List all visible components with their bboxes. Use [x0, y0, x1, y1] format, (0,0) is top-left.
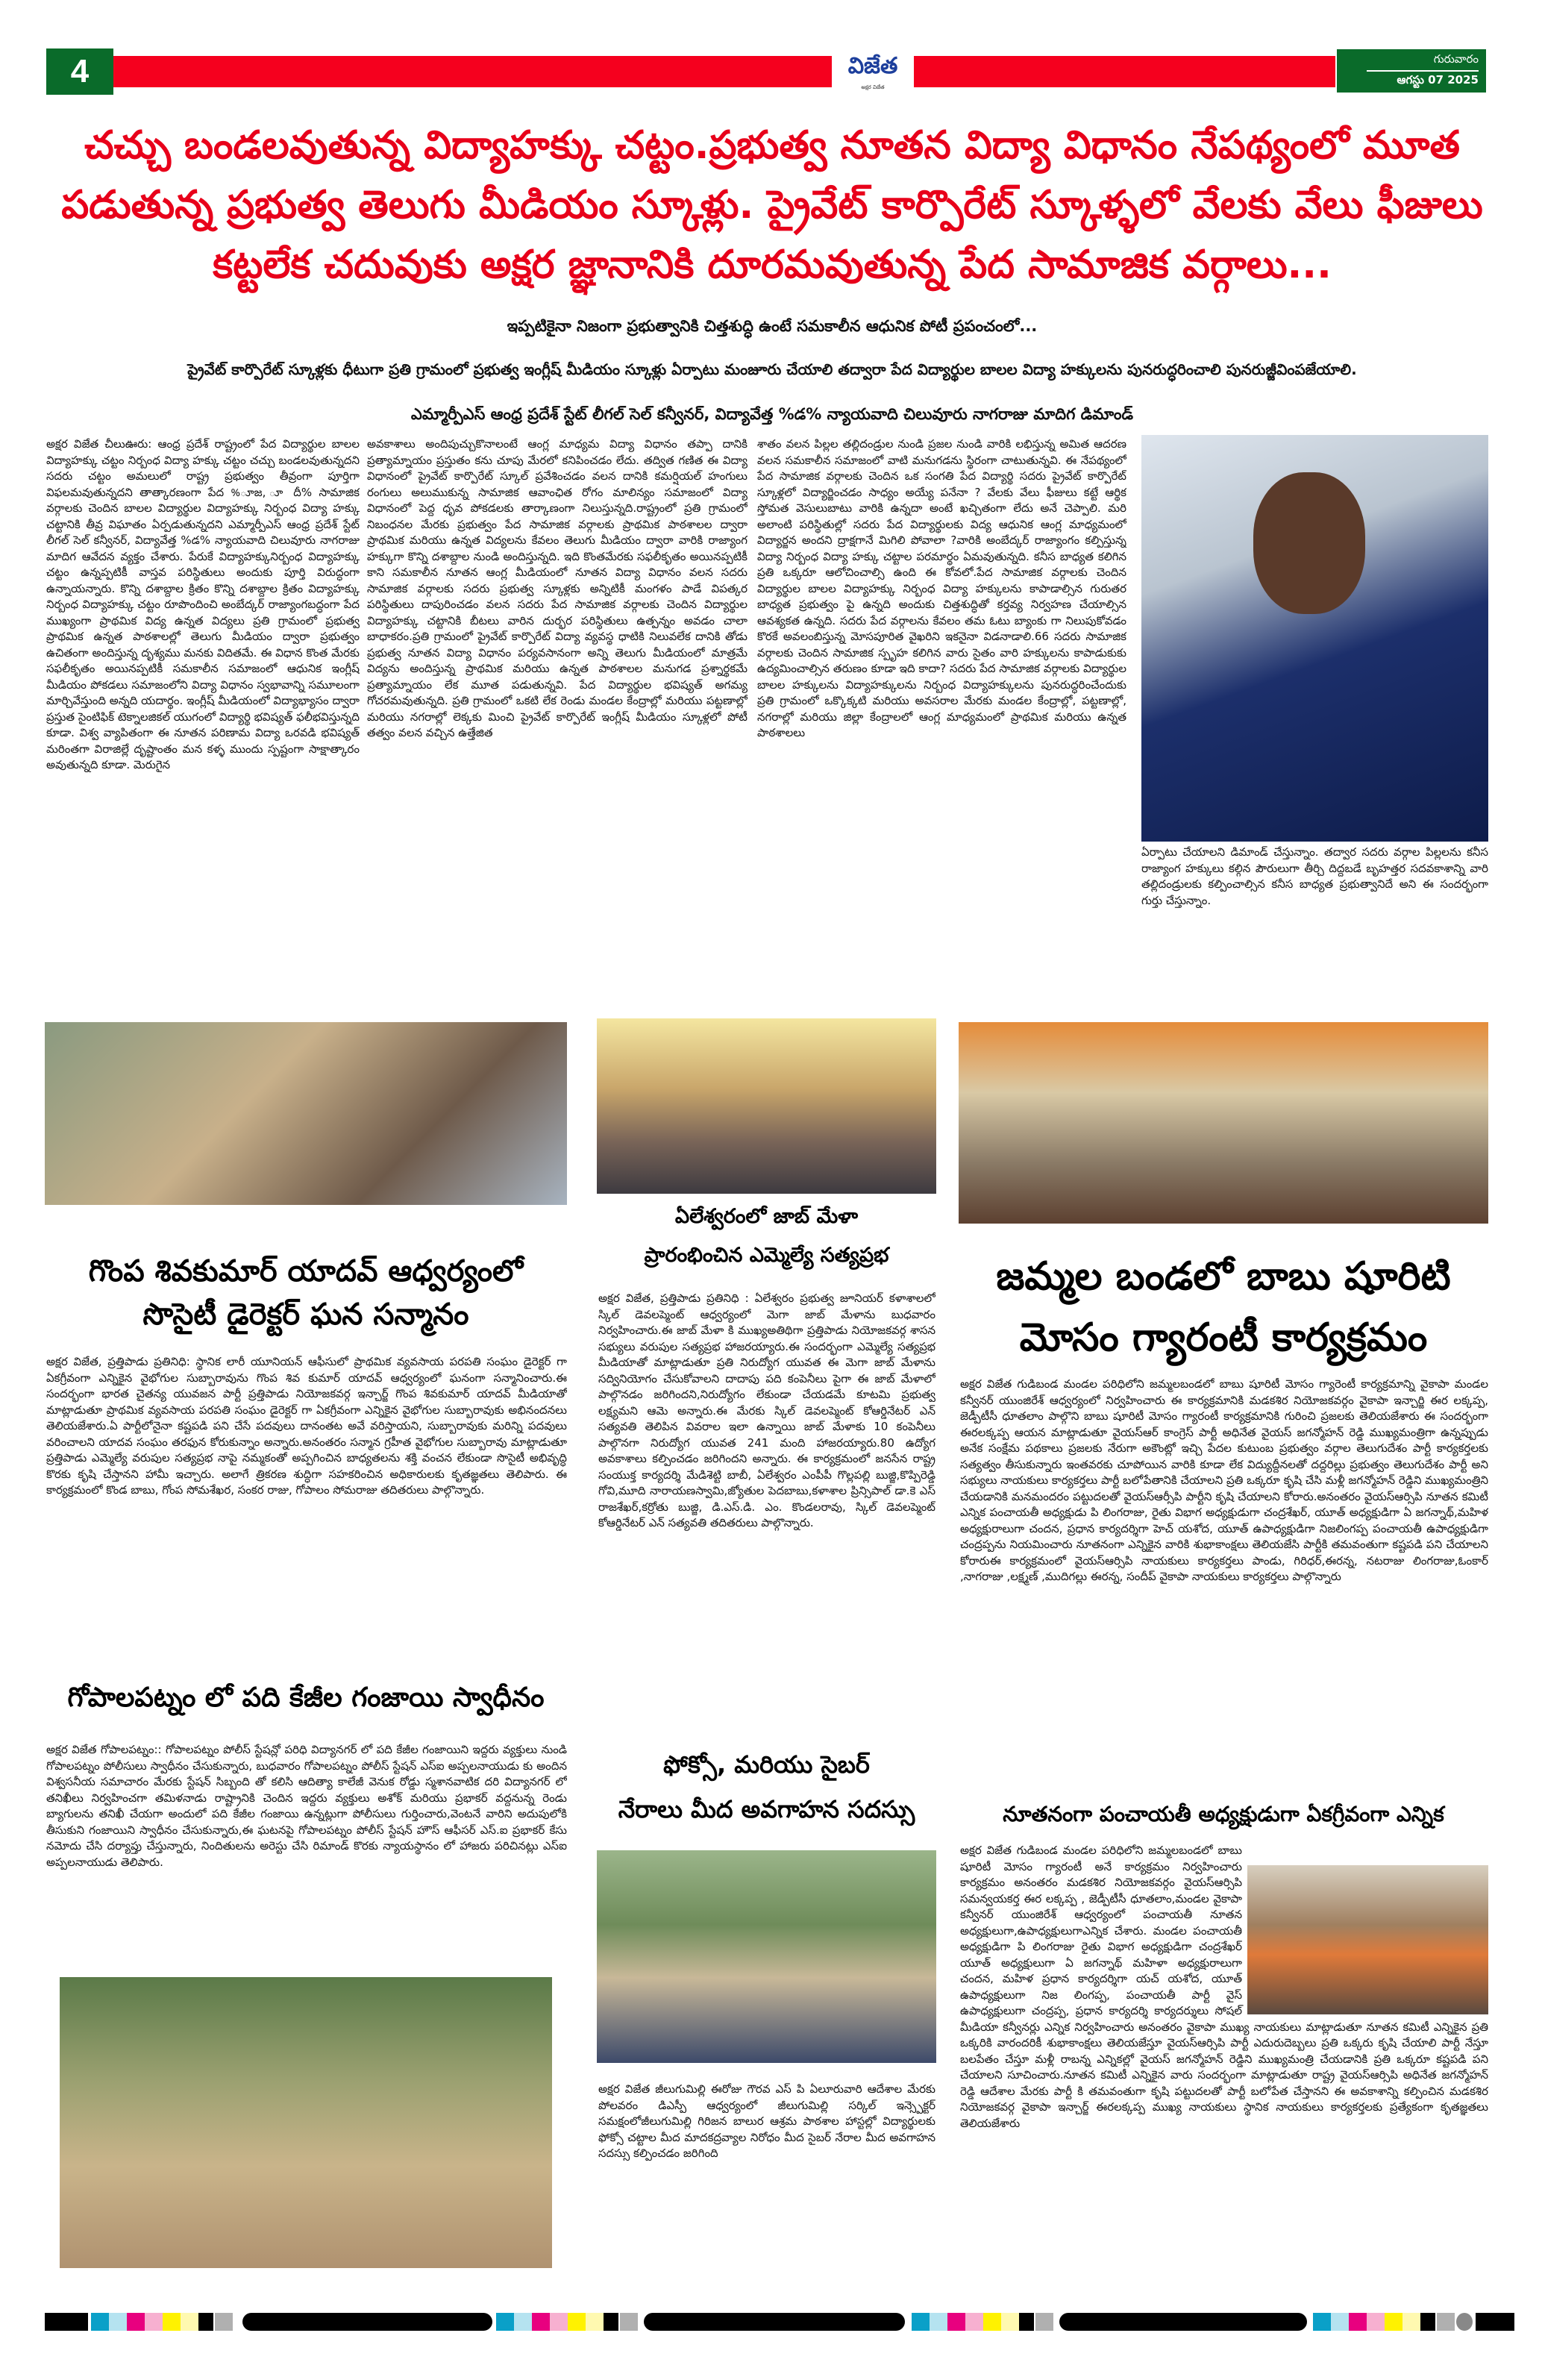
portrait-caption: ఏర్పాటు చేయాలని డిమాండ్ చేస్తున్నాం. తద్వార సదరు వర్గాల పిల్లలను కనీస రాజ్యాంగ హక్కులు కల్గిన పౌరులుగా తీర్చి దిద్దబడే బృహత్తర సదవకాశాన్ని వారి తల్లిదండ్రులకు కల్పించాల్సిన కనీస బాధ్యత ప్రభుత్వానిదే అని ఈ సందర్భంగా గుర్తు చేస్తున్నాం. — [1141, 845, 1488, 907]
ganja-seizure-photo — [60, 1977, 552, 2268]
headline-line: జమ్మల బండలో బాబు షూరిటి — [996, 1254, 1451, 1299]
lead-article-col-2: అవకాశాలు అందిపుచ్చుకొనాలంటే ఆంగ్ల మాధ్యమ విద్యా విధానం తప్పా దానికి ప్రత్యామ్నాయం ప్రస్తుతం కను చూపు మేరలో కనిపించడం లేదు. తద్విత గణిత ఈ విద్యా విధానంలో ప్రైవేట్ కార్పొరేట్ స్కూల్ ప్రవేశించడం వలన దానికి కమర్షియల్ హంగులు రంగులు అలుముకున్న సామాజిక ఆవాంఛిత రోగం మాలిన్యం సమాజంలో విద్యా విధానంలో పెద్ద ధృవ పోకడలకు తార్కాణంగా నిలుస్తున్నది.రాష్ట్రంలో ప్రతి గ్రామంలో నిబంధనల మేరకు ప్రభుత్వం పేద సామాజిక వర్గాలకు ప్రాథమిక పాఠశాలల ద్వారా ప్రాథమిక మరియు ఉన్నత విద్యలను కేవలం తెలుగు మీడియం ద్వారా వారికి రాజ్యాంగ హక్కుగా కొన్ని దశాబ్దాల నుండి అందిస్తున్నది. ఇది కొంతమేరకు సఫలీకృతం అయినప్పటికీ కాని సమకాలీన నూతన ఆంగ్ల మీడియంలో నూతన విద్యా విధానం వలన సదరు సామాజిక వర్గాలకు సదరు ప్రభుత్వ స్కూళ్లకు అన్నిటికీ మంగళం పాడే విపత్కర పరిస్థితులు దాపురించడం వలన సదరు పేద సామాజిక వర్గాలకు చెందిన విద్యార్థుల విద్యాహక్కు చట్టానికి బీటలు వారిన దుర్భర పరిస్థితులు ఉత్పన్నం అవడం చాలా బాధాకరం.ప్రతి గ్రామంలో ప్రైవేట్ కార్పొరేట్ విద్యా వ్యవస్థ ధాటికి నిలువలేక దానికి తోడు ప్రభుత్వ నూతన విద్యా విధానం పర్యవసానంగా అన్ని తెలుగు మీడియంలో మాత్రమే విద్యను అందిస్తున్న ప్రాథమిక మరియు ఉన్నత పాఠశాలల మనుగడ ప్రశ్నార్థకమే ప్రత్యామ్నాయం లేక మూత పడుతున్నవి. పేద విద్యార్థుల భవిష్యత్ అగమ్య గోచరమవుతున్నది. ప్రతి గ్రామంలో ఒకటి లేక రెండు మండల కేంద్రాల్లో మరియు పట్టణాల్లో మరియు నగరాల్లో లెక్కకు మించి ప్రైవేట్ కార్పొరేట్ ఇంగ్లీష్ మీడియం స్కూళ్లలో పోటీ తత్వం వలన వచ్చిన ఉత్తేజిత — [367, 437, 748, 739]
portrait-face — [1253, 472, 1365, 614]
headline-line: సొసైటీ డైరెక్టర్ ఘన సన్మానం — [142, 1297, 469, 1332]
headline-line: గొంప శివకుమార్ యాదవ్ ఆధ్వర్యంలో — [88, 1254, 524, 1288]
subhead-1: ఇప్పటికైనా నిజంగా ప్రభుత్వానికి చిత్తశుద్ధి ఉంటే సమకాలీన ఆధునిక పోటీ ప్రపంచంలో... — [507, 317, 1038, 335]
date-label: ఆగస్టు 07 2025 — [1397, 73, 1479, 87]
awareness-session-photo — [597, 1850, 936, 2063]
date-box — [1337, 49, 1486, 93]
newspaper-logo — [832, 46, 914, 98]
pocso-headline — [597, 1742, 936, 1832]
masthead-red-bar — [113, 56, 1335, 87]
subhead-2: ప్రైవేట్ కార్పొరేట్ స్కూళ్లకు ధీటుగా ప్రతి గ్రామంలో ప్రభుత్వ ఇంగ్లీష్ మీడియం స్కూళ్లు ఏర్పాటు మంజూరు చేయాలి తద్వారా పేద విద్యార్థుల బాలల విద్యా హక్కులను పునరుద్ధరించాలి పునరుజ్జీవింపజేయాలి. — [187, 360, 1357, 378]
headline-line: చచ్చు బండలవుతున్న విద్యాహక్కు చట్టం.ప్రభుత్వ నూతన విద్యా విధానం నేపథ్యంలో మూత — [84, 123, 1460, 168]
headline-line: ఫోక్సో, మరియు సైబర్ — [663, 1750, 870, 1779]
job-mela-photo — [597, 1018, 936, 1194]
gompa-article-body: అక్షర విజేత, ప్రత్తిపాడు ప్రతినిధి: స్థానిక లారీ యూనియన్ ఆఫీసులో ప్రాథమిక వ్యవసాయ పరపతి సంఘం డైరెక్టర్ గా ఏకగ్రీవంగా ఎన్నికైన వైభోగుల సుబ్బారావును గొంప శివ కుమార్ యాదవ్ ఆధ్వర్యంలో ఘనంగా సన్మానించారు.ఈ సందర్భంగా భారత చైతన్య యువజన పార్టీ ప్రత్తిపాడు నియోజకవర్గ ఇన్చార్జ్ గొంప శివకుమార్ యాదవ్ మీడియాతో మాట్లాడుతూ ప్రాథమిక వ్యవసాయ పరపతి సంఘం డైరెక్టర్ గా ఏకగ్రీవంగా ఎన్నికైన వైభోగుల సుబ్బారావుకు అభినందనలు తెలియజేశారు.ఏ పార్టీలోనైనా కష్టపడి పని చేసే పదవులు దానంతట అవే వరిస్తాయని, సుబ్బారావుకు మరిన్ని పదవులు వరించాలని యాదవ సంఘం తరఫున కోరుకున్నాం అన్నారు.అనంతరం సన్మాన గ్రహీత వైభోగుల సుబ్బారావు మాట్లాడుతూ ప్రత్తిపాడు ఎమ్మెల్యే వరుపుల సత్యప్రభ నాపై నమ్మకంతో అప్పగించిన బాధ్యతలను శక్తి వంచన లేకుండా సొసైటీ అభివృద్ధి కొరకు కృషి చేస్తానని హామీ ఇచ్చారు. అలాగే త్రికరణ శుద్ధిగా సహకరించిన అధికారులకు కృతజ్ఞతలు తెలిపారు. ఈ కార్యక్రమంలో కొండ బాబు, గోంప సోమశేఖర, సంకర రాజు, గోపాలం సోమరాజు తదితరులు పాల్గొన్నారు. — [46, 1355, 567, 1497]
logo-text: విజేత — [847, 53, 898, 79]
panchayat-headline: నూతనంగా పంచాయతీ అధ్యక్షుడుగా ఏకగ్రీవంగా ఎన్నిక — [1003, 1802, 1444, 1826]
babu-surety-headline — [959, 1246, 1488, 1368]
job-mela-article-body: అక్షర విజేత, ప్రత్తిపాడు ప్రతినిధి : ఏలేశ్వరం ప్రభుత్వ జూనియర్ కళాశాలలో స్కిల్ డెవలప్మెంట్ ఆధ్వర్యంలో మెగా జాబ్ మేళాను బుధవారం నిర్వహించారు.ఈ జాబ్ మేళా కి ముఖ్యఅతిథిగా ప్రత్తిపాడు నియోజకవర్గ శాసన సభ్యులు వరుపుల సత్యప్రభ హాజరయ్యారు.ఈ సందర్భంగా ఎమ్మెల్యే సత్యప్రభ మీడియాతో మాట్లాడుతూ ప్రతి నిరుద్యోగ యువత ఈ మెగా జాబ్ మేళాను సద్వినియోగం చేసుకోవాలని దాదాపు పది కంపెనీలు పైగా ఈ జాబ్ మేళాలో పాల్గొనడం జరిగిందని,నిరుద్యోగం లేకుండా చేయడమే కూటమి ప్రభుత్వ లక్ష్యమని ఆమె అన్నారు.ఈ మేరకు స్కిల్ డెవలప్మెంట్ కోఆర్డినేటర్ ఎన్ సత్యవతి తెలిపిన వివరాల ఇలా ఉన్నాయి జాబ్ మేళాకు 10 కంపెనీలు పాల్గొనగా నిరుద్యోగ యువత 241 మంది హాజరయ్యారు.80 ఉద్యోగ అవకాశాలు కల్పించడం జరిగిందని అన్నారు. ఈ కార్యక్రమంలో జనసేన రాష్ట్ర సంయుక్త కార్యదర్శి మేడిశెట్టి బాబీ, ఏలేశ్వరం ఎంపీపీ గొల్లపల్లి బుజ్జి,కొప్పిరెడ్డి గోవి,మూది నారాయణస్వామి,జ్యోతుల పెదబాబు,కళాశాల ప్రిన్సిపాల్ డా.కె ఎస్ రాజశేఖర్,కర్రోతు బుజ్జి, డి.ఎస్.డి. ఎం. కొండలరావు, స్కిల్ డెవలప్మెంట్ కోఆర్డినేటర్ ఎన్ సత్యవతి తదితరులు పాల్గొన్నారు. — [598, 1291, 935, 1529]
headline-line: పడుతున్న ప్రభుత్వ తెలుగు మీడియం స్కూళ్లు. ప్రైవేట్ కార్పొరేట్ స్కూళ్ళలో వేలకు వేలు ఫీజులు — [61, 183, 1483, 228]
babu-surety-programme-photo — [959, 1022, 1488, 1224]
headline-line: కట్టలేక చదువుకు అక్షర జ్ఞానానికి దూరమవుతున్న పేద సామాజిక వర్గాలు... — [213, 242, 1332, 287]
day-label: గురువారం — [1367, 49, 1479, 72]
pocso-article-body: అక్షర విజేత జీలుగుమిల్లి ఈరోజు గౌరవ ఎస్ పి ఏలూరువారి ఆదేశాల మేరకు పోలవరం డిఎస్పీ ఆధ్వర్యంలో జీలుగుమిల్లి సర్కిల్ ఇన్స్పెక్టర్ సమక్షంలోజీలుగుమిల్లి గిరిజన బాలుర ఆశ్రమ పాఠశాల హాస్టల్లో విద్యార్థులకు ఫోక్సో చట్టాల మీద మాదకద్రవ్యాల నిరోధం మీద సైబర్ నేరాల మీద అవగాహన సదస్సు కల్పించడం జరిగింది — [598, 2082, 935, 2160]
page-number: 4 — [46, 48, 113, 95]
photo-float-spacer — [1242, 1843, 1488, 2018]
headline-line: మోసం గ్యారంటీ కార్యక్రమం — [1019, 1315, 1428, 1360]
headline-line: ప్రారంభించిన ఎమ్మెల్యే సత్యప్రభ — [644, 1244, 889, 1267]
gompa-headline — [45, 1250, 567, 1336]
headline-line: నేరాలు మీద అవగాహన సదస్సు — [618, 1795, 915, 1823]
logo-tagline: అక్షర విజేత — [861, 84, 885, 90]
babu-surety-article-body: అక్షర విజేత గుడిబండ మండల పరిధిలోని జమ్మలబండలో బాబు షూరిటీ మోసం గ్యారెంటీ కార్యక్రమాన్ని వైకాపా మండల కన్వీనర్ యుంజిరేశ్ ఆధ్వర్యంలో నిర్వహించారు ఈ కార్యక్రమానికి మడకశిర నియోజకవర్గం వైకాపా ఇన్చార్జి ఈర లక్కప్ప, జెడ్పీటీసీ ధూతలాం పాల్గొని బాబు షూరిటీ మోసం గ్యారంటీ కార్యక్రమానికి గురించి ప్రజలకు తెలియజేశారు ఈ సందర్భంగా ఈరలక్కప్ప ఆయన మాట్లాడుతూ వైయస్ఆర్ కాంగ్రెస్ పార్టీ అధినేత వైయస్ జగన్మోహన్ రెడ్డి ముఖ్యమంత్రిగా ఉన్నప్పుడు అనేక సంక్షేమ పథకాలు ప్రజలకు నేరుగా అకౌంట్లో ఇచ్చి పేదల కుటుంబ ప్రభుత్వం వర్గాల తెలుగుదేశం పార్టీ కార్యకర్తలకు సత్యత్వం తీసుకున్నారు ఇంతవరకు చూపోయిన వారికి కూడా లేక విద్యుద్దీనలతో దద్దరిల్లు ప్రభుత్వం తెలుగుదేశం పార్టీ అని సభ్యులు నాయకులు కార్యకర్తలు పార్టీ బలోపేతానికి చేయాలని ప్రతి ఒక్కరూ కృషి చేసి మళ్లీ జగన్మోహన్ రెడ్డిని ముఖ్యమంత్రిని చేయడానికి మనమందరం పట్టుదలతో వైయస్ఆర్సీపి పార్టీని కృషి చేయాలని కోరారు.అనంతరం వైయస్ఆర్సిపి నూతన కమిటీ ఎన్నిక పంచాయతీ అధ్యక్షుడు పి లింగరాజు, రైతు విభాగ అధ్యక్షుడుగా చంద్రశేఖర్, యూత్ అధ్యక్షుడిగా ఏ జగన్నాథ్,మహిళ అధ్యక్షురాలుగా చందన, ప్రధాన కార్యదర్శిగా హెచ్ యశోద, యూత్ ఉపాధ్యక్షుడిగా నిజలింగప్ప పంచాయతీ ఉపాధ్యక్షుడిగా చంద్రప్పను నియమించారు నూతనంగా ఎన్నికైన వారికి శుభాకాంక్షలు తెలియజేసి పార్టీకి తమవంతుగా కష్టపడి పని చేయాలని కోరారుఈ కార్యక్రమంలో వైయస్ఆర్సిపి నాయకులు కార్యకర్తలు పాండు, గిరిధర్,ఈరన్న, నటరాజు లింగరాజు,ఓంకార్ ,నాగరాజు ,లక్ష్మణ్ ,ముదిగల్లు ఈరన్న, సందీప్ వైకాపా నాయకులు కార్యకర్తలు పాల్గొన్నారు — [960, 1377, 1488, 1583]
lead-headline — [30, 116, 1514, 295]
panchayat-article-body — [960, 1843, 1488, 2268]
ganja-headline: గోపాలపట్నం లో పది కేజీల గంజాయి స్వాధీనం — [67, 1682, 545, 1713]
job-mela-headline — [597, 1197, 936, 1275]
headline-line: ఏలేశ్వరంలో జాబ్ మేళా — [674, 1205, 859, 1228]
lead-article-col-3: శాతం వలన పిల్లల తల్లిదండ్రుల నుండి ప్రజల నుండి వారికి లభిస్తున్న అమిత ఆదరణ వలన సమకాలీన సమాజంలో వాటి మనుగడను స్థిరంగా చాటుతున్నవి. ఈ నేపథ్యంలో పేద సామాజిక వర్గాలకు చెందిన ఒక సంగతి పేద విద్యార్థి సదరు ప్రైవేట్ కార్పొరేట్ స్కూళ్లలో విద్యార్జించడం సాధ్యం అయ్యే పనేనా ? వేలకు వేలు ఫీజులు కట్టే ఆర్థిక స్తోమత వెసులుబాటు వారికి ఉన్నదా అంటే ఖచ్చితంగా లేదు అనే చెప్పాలి. మరి అలాంటి పరిస్థితుల్లో సదరు పేద విద్యార్థులకు విద్య ఆధునిక ఆంగ్ల మాధ్యమంలో విద్యార్జన అందని ద్రాక్షగానే మిగిలి పోవాలా ?వారికి అంబేద్కర్ రాజ్యాంగం కల్పిస్తున్న విద్యా నిర్బంధ విద్యా హక్కు చట్టాల పరమార్థం ఏమవుతున్నది. కనీస బాధ్యత కలిగిన ప్రతి ఒక్కరూ ఆలోచించాల్సి ఉంది ఈ కోవలో.పేద సామాజిక వర్గాలకు చెందిన విద్యార్థుల బాలల విద్యాహక్కు నిర్బంధ విద్యా హక్కులను కాపాడాల్సిన గురుతర బాధ్యత ప్రభుత్వం పై ఉన్నది అందుకు చిత్తశుద్ధితో కర్తవ్య నిర్వహణ చేయాల్సిన ఆవశ్యకత ఉన్నది. సదరు పేద వర్గాలను కేవలం తమ ఓటు బ్యాంకు గా నిలుపుకోవడం కొరకే అవలంబిస్తున్న మోసపూరిత వైఖరిని ఇకనైనా విడనాడాలి.66 సదరు సామాజిక వర్గాలకు చెందిన సామాజిక స్పృహ కలిగిన వారు సైతం వారి హక్కులను కాపాడుకుకు ఉద్యమించాల్సిన తరుణం కూడా ఇది కాదా? సదరు పేద సామాజిక వర్గాలకు విద్యార్థుల బాలల హక్కులను విద్యాహక్కులను నిర్బంధ విద్యాహక్కులను పునరుద్ధరించేందుకు ప్రతి గ్రామంలో ఒక్కొక్కటి మరియు అవసరాల మేరకు మండల కేంద్రాల్లో, పట్టణాల్లో, నగరాల్లో మరియు జిల్లా కేంద్రాలలో ఆంగ్ల మాధ్యమంలో ప్రాథమిక మరియు ఉన్నత పాఠశాలలు — [757, 437, 1126, 739]
lead-article-col-1: అక్షర విజేత చీలుఊరు: ఆంధ్ర ప్రదేశ్ రాష్ట్రంలో పేద విద్యార్థుల బాలల విద్యాహక్కు చట్టం నిర్బంధ విద్యా హక్కు చట్టం చచ్చు బండలవుతున్నదని సదరు చట్టం అమలులో రాష్ట్ర ప్రభుత్వం తీవ్రంగా పూర్తిగా విఫలమవుతున్నదని తాత్కారణంగా పేద %ూజ, ూ దీ% సామాజిక వర్గాలకు చెందిన బాలల విద్యార్థుల విద్యాహక్కు నిర్బంధ విద్యా హక్కు చట్టానికి తీవ్ర విఘాతం ఏర్పడుతున్నదని ఎమ్మార్పీఎస్ ఆంధ్ర ప్రదేశ్ స్టేట్ లీగల్ సెల్ కన్వీనర్, విద్యావేత్త %డ% న్యాయవాది చిలువూరు నాగరాజు మాదిగ ఆవేదన వ్యక్తం చేశారు. పేరుకే విద్యాహక్కునిర్బంధ విద్యాహక్కు చట్టం ఉన్నప్పటికీ వాస్తవ పరిస్థితులు అందుకు పూర్తి విరుద్ధంగా ఉన్నాయన్నారు. కొన్ని దశాబ్దాల క్రితం కొన్ని దశాబ్దాల క్రితం విద్యాహక్కు నిర్బంధ విద్యాహక్కు చట్టం రూపొందించి అంబేద్కర్ రాజ్యాంగబద్ధంగా పేద ముఖ్యంగా ప్రాథమిక విద్య ఉన్నత విద్యలు ప్రతి గ్రామంలో ప్రభుత్వ ప్రాథమిక ఉన్నత పాఠశాలల్లో తెలుగు మీడియం ద్వారా ప్రభుత్వం ఉచితంగా అందిస్తున్న దృశ్యము మనకు విదితమే. ఈ విధాన కొంత మేరకు సఫలీకృతం అయినప్పటికీ సమకాలీన సమాజంలో ఆధునిక ఇంగ్లీష్ మీడియం పోకడలు సమాజంలోని విద్యా విధానం స్వభావాన్ని సమూలంగా మార్చివేస్తుంది అన్నది యదార్థం. ఇంగ్లీష్ మీడియంలో విద్యాభ్యాసం ద్వారా ప్రస్తుత సైంటిఫిక్ టెక్నాలజికల్ యుగంలో విద్యార్థి భవిష్యత్ ఫలీభవిస్తున్నది కూడా. విశ్వ వ్యాపితంగా ఈ నూతన పరిణామ విద్యా ఒరవడి భవిష్యత్ మరింతగా విరాజిల్లే దృష్టాంతం మన కళ్ళ ముందు స్పష్టంగా సాక్షాత్కారం అవుతున్నది కూడా. మెరుగైన — [46, 437, 360, 771]
ganja-article-body: అక్షర విజేత గోపాలపట్నం:: గోపాలపట్నం పోలీస్ స్టేషన్లో పరిధి విద్యానగర్ లో పది కేజీల గంజాయిని ఇద్దరు వ్యక్తులు నుండి గోపాలపట్నం పోలీసులు స్వాధీనం చేసుకున్నారు, బుధవారం గోపాలపట్నం పోలీస్ స్టేషన్ ఎస్ఐ అప్పలనాయుడు కు అందిన విశ్వసనీయ సమాచారం మేరకు స్టేషన్ సిబ్బంది తో కలిసి ఆదిత్యా కాలేజీ వెనుక రోడ్డు స్మశానవాటిక దరి విద్యానగర్ లో తనిఖీలు నిర్వహించగా తమిళనాడు రాష్ట్రానికి చెందిన ఇద్దరు వ్యక్తులు అశోక్ మరియు ప్రభాకర్ వద్దనున్న రెండు బ్యాగులను తనిఖీ చేయగా అందులో పది కేజీల గంజాయి ఉన్నట్లుగా పోలీసులు గుర్తించారు,వెంటనే వారిని అదుపులోకి తీసుకుని గంజాయిని స్వాధీనం చేసుకున్నారు,ఈ ఘటనపై గోపాలపట్నం పోలీస్ స్టేషన్ హౌస్ ఆఫీసర్ ఎస్.ఐ ప్రభాకర్ కేసు నమోదు చేసి దర్యాప్తు చేస్తున్నారు, నిందితులను అరెస్టు చేసి రిమాండ్ కొరకు న్యాయస్థానం లో హాజరు పరిచినట్లు ఎస్ఐ అప్పలనాయుడు తెలిపారు. — [46, 1743, 567, 1869]
subhead-3: ఎమ్మార్పీఎస్ ఆంధ్ర ప్రదేశ్ స్టేట్ లీగల్ సెల్ కన్వీనర్, విద్యావేత్త %డ% న్యాయవాది చిలువూరు నాగరాజు మాదిగ డిమాండ్ — [410, 405, 1134, 423]
society-director-felicitation-photo — [45, 1022, 567, 1205]
portrait-photo — [1141, 435, 1488, 842]
panchayat-article-text: అక్షర విజేత గుడిబండ మండల పరిధిలోని జమ్మలబండలో బాబు షూరిటీ మోసం గ్యారంటీ అనే కార్యక్రమం నిర్వహించారు కార్యక్రమం అనంతరం మడకశిర నియోజకవర్గం వైయస్ఆర్సిపి సమన్వయకర్త ఈర లక్కప్ప , జెడ్పీటీసీ ధూతలాం,మండల వైకాపా కన్వీనర్ యుంజిరేశ్ ఆధ్వర్యంలో పంచాయతీ నూతన అధ్యక్షులుగా,ఉపాధ్యక్షులుగాఎన్నిక చేశారు. మండల పంచాయతీ అధ్యక్షుడిగా పి లింగరాజు రైతు విభాగ అధ్యక్షుడిగా చంద్రశేఖర్ యూత్ అధ్యక్షులుగా ఏ జగన్నాథ్ మహిళా అధ్యక్షురాలుగా చందన, మహిళ ప్రధాన కార్యదర్శిగా యచ్ యశోద, యూత్ ఉపాధ్యక్షులుగా నిజ లింగప్ప, పంచాయతీ పార్టీ వైస్ ఉపాధ్యక్షులుగా చంద్రప్ప, ప్రధాన కార్యదర్శి కార్యదర్శులు సోషల్ మీడియా కన్వీనర్లు ఎన్నిక నిర్వహించారు అనంతరం వైకాపా ముఖ్య నాయకులు మాట్లాడుతూ నూతన కమిటీ ఎన్నికైన ప్రతి ఒక్కరికి వారందరికీ శుభాకాంక్షలు తెలియజేస్తూ వైయస్ఆర్సిపి పార్టీ ఎదురుదెబ్బలు ప్రతి ఒక్కరు కృషి చేయాలి పార్టీ నేస్తూ బలపేతం చేస్తూ మళ్లీ రాబన్న ఎన్నికల్లో వైయస్ జగన్మోహన్ రెడ్డిని ముఖ్యమంత్రి చేయడానికి ప్రతి ఒక్కరూ కష్టపడి పని చేయాలని సూచించారు.నూతన కమిటీ ఎన్నికైన వారు సందర్భంగా మాట్లాడుతూ రాష్ట్ర వైయస్ఆర్సిపి అధినేత జగన్మోహన్ రెడ్డి ఆదేశాల మేరకు పార్టీ కి తమవంతుగా కృషి పట్టుదలతో పార్టీ బలోపేత చేస్తానని ఈ అవకాశాన్ని కల్పించిన మడకశిర నియోజకవర్గ వైకాపా ఇన్చార్జ్ ఈరలక్కప్ప ముఖ్య నాయకులు స్థానిక నాయకులు కార్యకర్తలకు ప్రత్యేకంగా కృతజ్ఞతలు తెలియజేశారు — [960, 1844, 1488, 2130]
